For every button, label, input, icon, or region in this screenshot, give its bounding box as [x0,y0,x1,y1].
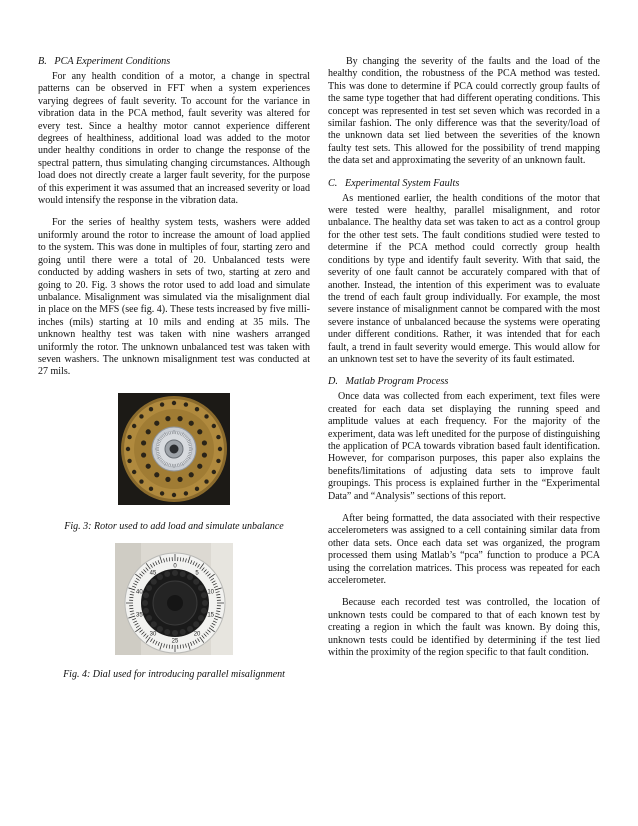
knob-ridge [201,608,207,614]
section-d-heading: D. Matlab Program Process [328,376,449,388]
dial-label: 45 [149,570,157,577]
rotor-hole [141,440,146,445]
section-b-paragraph-2: For the series of healthy system tests, washers were added uniformly around the rotor to increase the amount of load applied to the system. This was done in multiples of four, starting zero and going until there were a total of 20. Unbalanced tests were conducted by adding washers in sets of two, starting at zero and going to 20. Fig. 3 shows the rotor used to add load and simulate unbalance. Misalignment was simulated via the misalignment dial in place on the MFS (see fig. 4). These tests increased by five milli-inches (mils) starting at 10 mils and ending at 35 mils. The unknown healthy test was taken with nine washers arranged uniformly the rotor. The unknown unbalanced test was taken with seven washers. The unknown misalignment test was conducted at 27 mils. [38,217,310,378]
knob-ridge [164,629,170,635]
rotor-hole [216,458,220,462]
knob-ridge [143,608,149,614]
knob-ridge [180,629,186,635]
knob-ridge [151,621,157,627]
rotor-hole [127,435,131,439]
rotor-hole [146,429,151,434]
knob-ridge [198,615,204,621]
knob-ridge [172,630,178,636]
rotor-hole [126,447,130,451]
dial-label: 35 [135,612,143,619]
rotor-hole [204,414,208,418]
dial-label: 10 [207,589,215,596]
rotor-hole [177,477,182,482]
rotor-hole [132,470,136,474]
knob-ridge [201,592,207,598]
section-d-paragraph-3: Because each recorded test was controlled, the location of unknown tests could be compared to that of each known test by creating a region in which the fault was known. By doing this, unknown tests could be identified by determining if the test lied within the proximity of the region specific to that fault condition. [328,597,600,659]
rotor-hole [127,458,131,462]
dial-label: 5 [195,570,199,577]
rotor-hole [197,429,202,434]
section-d-paragraph-1: Once data was collected from each experiment, text files were created for each data set displaying the running speed and amplitude values at each frequency. For the majority of the experiment, data was left unedited for the purpose of distinguishing the application of PCA towards vibration based fault identification. However, for comparison purposes, this paper also explains the benefits/limitations of adjusting data sets to improve fault groupings. This process is explained further in the “Experimental Data” and “Analysis” sections of this report. [328,391,600,502]
section-c-paragraph-1: As mentioned earlier, the health conditions of the motor that were tested were healthy, parallel misalignment, and rotor unbalance. The healthy data set was taken to act as a control group for the other test sets. The fault conditions studied were tested to determine if the PCA method could correctly group health conditions by type and identify fault severity. With that said, the severity of one fault cannot be accurately compared with that of another. Instead, the intention of this experiment was to evaluate the trend of each fault group individually. For example, the most severe instance of misalignment cannot be compared with the most severe instance of unbalanced because the systems were operating under different conditions. Rather, it was intended that for each fault, a trend in fault severity would emerge. This would allow for an unknown test set to have the severity of its fault estimated. [328,192,600,365]
rotor-hole [204,479,208,483]
knob-ridge [180,571,186,577]
rotor-hole [184,491,188,495]
dial-label: 25 [171,638,179,645]
rotor-hole [165,477,170,482]
dial-label: 0 [173,563,177,570]
knob-ridge [193,579,199,585]
rotor-hole [202,440,207,445]
figure-4-dial-image [115,543,233,655]
dial-label: 20 [193,631,201,638]
rotor-hole [195,486,199,490]
rotor-hole [177,416,182,421]
rotor-hole [189,472,194,477]
section-b-heading: B. PCA Experiment Conditions [38,56,171,67]
rotor-hole [165,416,170,421]
figure-4-caption: Fig. 4: Dial used for introducing parallel misalignment [63,668,285,680]
section-b-paragraph-1: For any health condition of a motor, a change in spectral patterns can be observed in FFT when a system experiences varying degrees of fault severity. To account for the variance in vibration data in the PCA method, fault severity was altered for every test. Since a healthy motor cannot experience different degrees of healthiness, additional load was added to the motor under healthy conditions in order to change the response of the spectral pattern, thus simulating changing circumstances. Although load does not directly create a larger fault severity, for the purpose of this experiment it was assumed that an increased severity or load would intensify the response in the vibration data. [38,71,310,207]
rotor-hole [139,414,143,418]
knob-ridge [198,585,204,591]
rotor-hole [212,424,216,428]
knob-ridge [187,574,193,580]
section-d-paragraph-2: After being formatted, the data associated with their respective accelerometers was assigned to a cell containing similar data from other data sets. Once each data set was organized, the program processed them using Matlab’s “pca” function to produce a PCA using the correlation matrices. This process was repeated for each accelerometer. [328,513,600,587]
rotor-hole [149,407,153,411]
knob-ridge [151,579,157,585]
rotor-hole [216,435,220,439]
rotor-hole [184,402,188,406]
knob-ridge [164,571,170,577]
dial-label: 15 [207,612,215,619]
knob-ridge [146,615,152,621]
rotor-hole [160,491,164,495]
rotor-hole [212,470,216,474]
figure-3-caption: Fig. 3: Rotor used to add load and simulate unbalance [64,520,284,532]
right-column [328,56,600,659]
rotor-hole [146,463,151,468]
dial-label: 30 [149,631,157,638]
rotor-hole [218,447,222,451]
figure-3-rotor-image [118,393,230,505]
rotor-hole [189,420,194,425]
rotor-hole [141,452,146,457]
dial-label: 40 [135,589,143,596]
rotor-hole [202,452,207,457]
rotor-hole [197,463,202,468]
knob-ridge [172,570,178,576]
rotor-hole [154,420,159,425]
rotor-hole [139,479,143,483]
rotor-hole [154,472,159,477]
knob-ridge [143,592,149,598]
section-b-continued-paragraph: By changing the severity of the faults and the load of the healthy condition, the robustness of the PCA method was tested. This was done to determine if PCA could correctly group faults of the same type together that had different operating conditions. This concept was represented in test set seven which was recorded in a similar fashion. The only difference was that the severity/load of the unknown data set lied between the severities of the known faulty test sets. This allowed for the possibility of trend mapping the data set and approximating the severity of an unknown fault. [328,56,600,167]
knob-ridge [193,621,199,627]
rotor-hole [149,486,153,490]
section-c-heading: C. Experimental System Faults [328,177,460,189]
rotor-hole [132,424,136,428]
knob-ridge [142,600,148,606]
knob-ridge [202,600,208,606]
left-column [38,56,310,681]
knob-ridge [146,585,152,591]
rotor-hole [172,493,176,497]
knob-ridge [157,574,163,580]
rotor-hole [195,407,199,411]
rotor-hole [160,402,164,406]
knob-ridge [157,626,163,632]
knob-ridge [187,626,193,632]
rotor-hole [172,401,176,405]
